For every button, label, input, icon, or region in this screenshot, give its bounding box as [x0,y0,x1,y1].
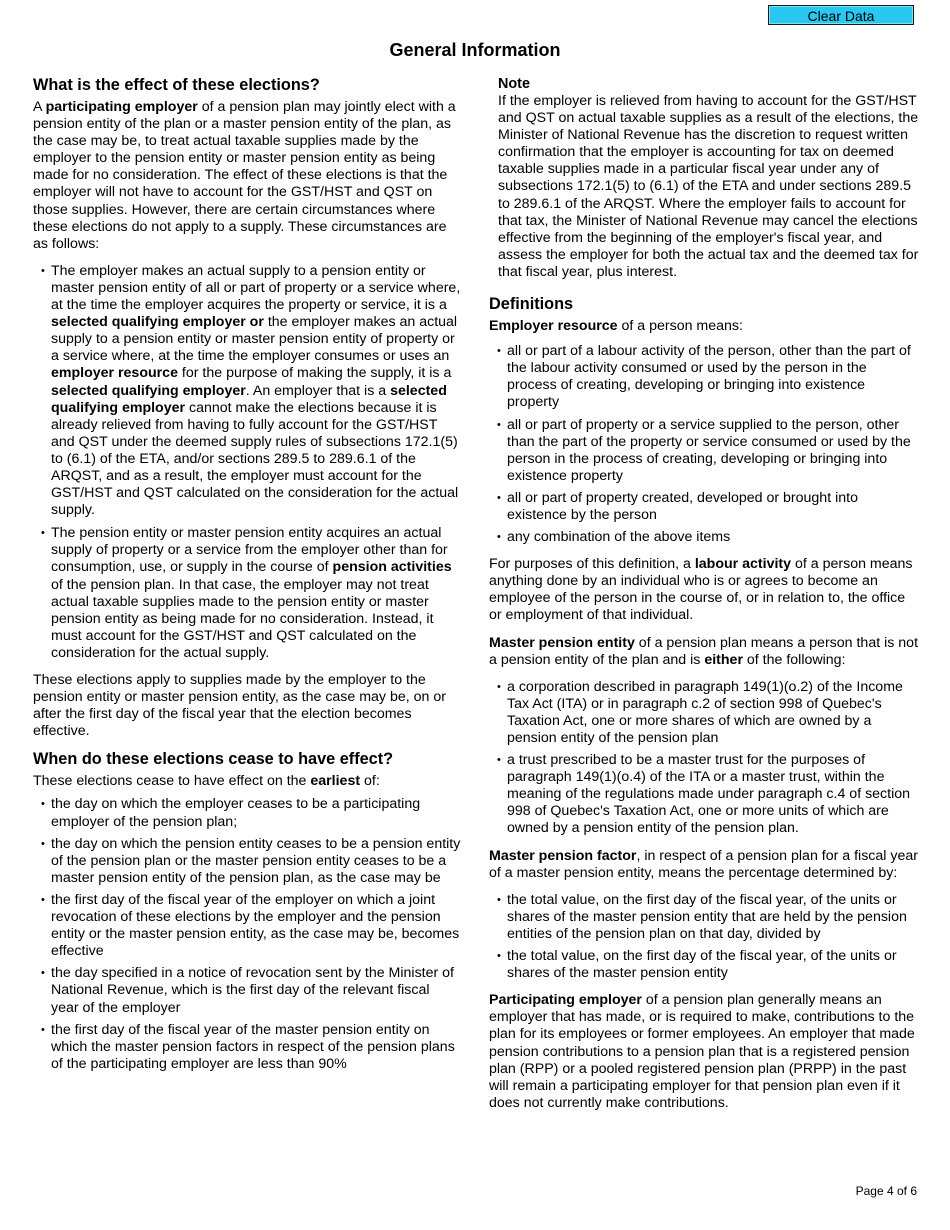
note-title: Note [498,76,530,92]
circumstances-list [33,263,461,662]
list-item: • the day on which the pension entity ceases to be a pension entity of the pension plan or the master pension entity ceases to be a master pension entity of the pension plan, as the case may be [33,836,461,887]
employer-resource-list [489,343,919,546]
right-column [489,76,919,1122]
page-number: Page 4 of 6 [855,1184,917,1198]
master-pension-entity-list [489,679,919,838]
note-text: If the employer is relieved from having to account for the GST/HST and QST on actual taxable supplies as a result of the elections, the Minister of National Revenue has the discretion to request written confirmation that the employer is accounting for tax on deemed taxable supplies made in a particular fiscal year under any of subsections 172.1(5) to (6.1) of the ETA and under sections 289.5 to 289.6.1 of the ARQST. Where the employer fails to account for that tax, the Minister of National Revenue may cancel the elections effective from the beginning of the employer's fiscal year, and assess the employer for both the actual tax and the deemed tax for that fiscal year, plus interest. [498,93,919,280]
definition-employer-resource: Employer resource of a person means: [489,318,743,335]
list-item: • The pension entity or master pension entity acquires an actual supply of property or a service from the employer other than for consumption, use, or supply in the course of pension activities of the pension plan. In that case, the employer may not treat actual taxable supplies made to the pension entity or master pension entity as being made for no consideration. Instead, it must account for the GST/HST and QST calculated on the consideration for the actual supply. [33,525,461,662]
list-item: • the first day of the fiscal year of the employer on which a joint revocation of these elections by the employer and the pension entity or the master pension entity, as the case may be, becomes effective [33,892,461,960]
list-item: • all or part of a labour activity of the person, other than the part of the labour activity consumed or used by the person in the process of creating, developing or bringing into existence property [489,343,919,411]
list-item: • the first day of the fiscal year of the master pension entity on which the master pension factors in respect of the pension plans of the participating employer are less than 90% [33,1022,461,1073]
left-column [33,76,461,1083]
list-item: • a trust prescribed to be a master trust for the purposes of paragraph 149(1)(o.4) of the ITA or a master trust, within the meaning of the regulations made under paragraph c.4 of section 998 of Quebec's Taxation Act, one or more units of which are owned by a pension entity of the pension plan. [489,752,919,837]
list-item: • the day specified in a notice of revocation sent by the Minister of National Revenue, which is the first day of the relevant fiscal year of the employer [33,965,461,1016]
note-box [489,76,919,281]
definition-participating-employer: Participating employer of a pension plan generally means an employer that has made, or is required to make, contributions to the plan for its employees or former employees. An employer that made pension contributions to a pension plan that is a registered pension plan (RPP) or a pooled registered pension plan (PRPP) in the past will remain a participating employer for that pension plan even if it does not currently make contributions. [489,992,915,1111]
master-pension-factor-list [489,892,919,982]
list-item: • the total value, on the first day of the fiscal year, of the units or shares of the master pension entity [489,948,919,982]
page-title: General Information [389,40,561,60]
paragraph-elections-apply: These elections apply to supplies made by the employer to the pension entity or master pension entity, as the case may be, on or after the first day of the fiscal year that the election becomes effective. [33,672,446,740]
heading-cease-effect: When do these elections cease to have effect? [33,750,394,769]
heading-definitions: Definitions [489,295,574,314]
list-item: • all or part of property created, developed or brought into existence by the person [489,490,919,524]
definition-labour-activity: For purposes of this definition, a labour activity of a person means anything done by an individual who is or agrees to become an employee of the person in the course of, or in relation to, the office or employment of that individual. [489,556,913,624]
paragraph-cease-intro: These elections cease to have effect on the earliest of: [33,773,380,790]
list-item: • the total value, on the first day of the fiscal year, of the units or shares of the master pension entity that are held by the pension entities of the pension plan on that day, divided by [489,892,919,943]
list-item: • The employer makes an actual supply to a pension entity or master pension entity of all or part of property or a service where, at the time the employer acquires the property or service, it is a selected qualifying employer or the employer makes an actual supply to a pension entity or master pension entity of property or a service where, at the time the employer consumes or uses an employer resource for the purpose of making the supply, it is a selected qualifying employer. An employer that is a selected qualifying employer cannot make the elections because it is already relieved from having to fully account for the GST/HST and QST under the deemed supply rules of subsections 172.1(5) to (6.1) of the ETA, and/or sections 289.5 to 289.6.1 of the ARQST, and as a result, the employer must account for the GST/HST and QST calculated on the consideration for the actual supply. [33,263,461,519]
clear-data-button[interactable]: Clear Data [768,5,914,25]
list-item: • all or part of property or a service supplied to the person, other than the part of the property or service consumed or used by the person in the process of creating, developing or bringing into existence property [489,417,919,485]
cease-list [33,796,461,1072]
definition-master-pension-factor: Master pension factor, in respect of a pension plan for a fiscal year of a master pension entity, means the percentage determined by: [489,847,918,881]
list-item: • any combination of the above items [489,529,919,546]
paragraph-participating-employer: A participating employer of a pension plan may jointly elect with a pension entity of the plan or a master pension entity of the plan, as the case may be, to treat actual taxable supplies made by the employer to the pension entity or master pension entity as being made for no consideration. The effect of these elections is that the employer will not have to account for the GST/HST and QST on those supplies. However, there are certain circumstances where these elections do not apply to a supply. These circumstances are as follows: [33,99,456,252]
list-item: • a corporation described in paragraph 149(1)(o.2) of the Income Tax Act (ITA) or in paragraph c.2 of section 998 of Quebec's Taxation Act, one or more shares of which are owned by a pension entity of the pension plan [489,679,919,747]
list-item: • the day on which the employer ceases to be a participating employer of the pension plan; [33,796,461,830]
definition-master-pension-entity: Master pension entity of a pension plan means a person that is not a pension entity of the plan and is either of the following: [489,634,919,668]
heading-effect-of-elections: What is the effect of these elections? [33,76,320,94]
